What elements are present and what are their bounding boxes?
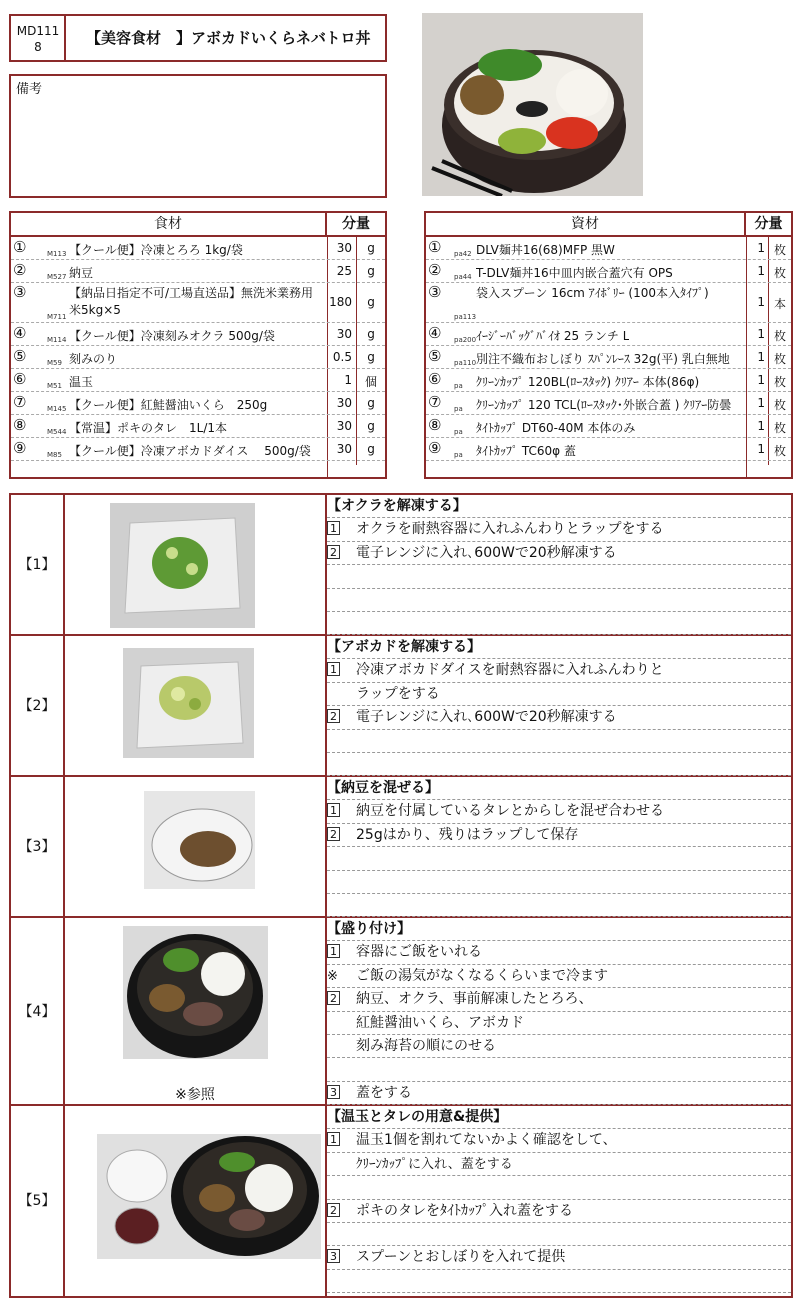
step-line [327, 1153, 791, 1176]
ingredients-row-qty: 1 [344, 372, 352, 387]
step-line-marker: 1 [327, 944, 340, 958]
ingredients-row-name: 【クール便】冷凍アボカドダイス 500g/袋 [69, 444, 311, 458]
step-line [327, 753, 791, 776]
ingredients-col-qty: 分量 [342, 216, 370, 232]
step-line [327, 824, 791, 847]
materials-row-code: pa110 [454, 359, 477, 367]
step-line [327, 1082, 791, 1105]
ingredients-row-name: 【クール便】紅鮭醤油いくら 250g [69, 398, 268, 412]
step-line [327, 706, 791, 729]
materials-row-name: ｸﾘｰﾝｶｯﾌﾟ 120BL(ﾛｰｽﾀｯｸ) ｸﾘｱｰ 本体(86φ) [476, 375, 700, 389]
step-photo [123, 926, 268, 1059]
materials-row [426, 323, 791, 346]
step-line-marker: 3 [327, 1249, 340, 1263]
materials-row-qty: 1 [757, 395, 765, 410]
materials-row-unit: 枚 [773, 397, 786, 412]
step-line [327, 565, 791, 588]
step-line [327, 1176, 791, 1199]
ingredients-row-code: M114 [47, 336, 67, 344]
step-line-marker: 1 [327, 803, 340, 817]
ingredients-row-code: M59 [47, 359, 62, 367]
materials-row-code: pa [454, 382, 463, 390]
step-label: 【5】 [11, 1106, 65, 1296]
materials-row-qty: 1 [757, 418, 765, 433]
materials-row-unit: 枚 [773, 420, 786, 435]
step-line-text: 電子レンジに入れ､600Wで20秒解凍する [356, 709, 617, 726]
step-line [327, 894, 791, 917]
step-line [327, 612, 791, 635]
ingredients-row-name: 【クール便】冷凍とろろ 1kg/袋 [69, 243, 243, 257]
materials-row-code: pa [454, 405, 463, 413]
ingredients-row-name: 温玉 [69, 375, 94, 389]
ingredients-row-unit: g [367, 395, 375, 410]
step-line-text: 冷凍アボカドダイスを耐熱容器に入れふんわりと [356, 662, 664, 679]
step-title: 【温玉とタレの用意&提供】 [327, 1106, 791, 1129]
step-block [11, 636, 791, 777]
materials-row-unit: 本 [773, 297, 786, 311]
step-line [327, 589, 791, 612]
materials-row-unit: 枚 [773, 374, 786, 389]
materials-row-name: ﾀｲﾄｶｯﾌﾟ TC60φ 蓋 [476, 444, 576, 458]
notes-label: 備考 [16, 82, 43, 97]
ingredients-row-qty: 30 [336, 326, 352, 341]
step-line [327, 1012, 791, 1035]
step-line-text: ご飯の湯気がなくなるくらいまで冷ます [356, 967, 608, 984]
step-block [11, 777, 791, 918]
step-block [11, 918, 791, 1106]
materials-row-number: ② [428, 261, 442, 279]
step-line-text: 25gはかり、残りはラップして保存 [356, 826, 579, 843]
step-instructions [327, 495, 791, 636]
ingredients-row-unit: 個 [364, 374, 377, 389]
materials-row-qty: 1 [757, 326, 765, 341]
step-photo-cell [65, 636, 327, 777]
step-photo [123, 648, 254, 758]
materials-row [426, 346, 791, 369]
ingredients-row-name: 納豆 [69, 266, 94, 280]
materials-row-number: ⑥ [428, 370, 442, 388]
ingredients-row [11, 283, 385, 323]
materials-col-qty: 分量 [754, 216, 783, 232]
ingredients-row-number: ① [13, 238, 27, 256]
ingredients-row-number: ② [13, 261, 27, 279]
ingredients-row [11, 392, 385, 415]
materials-row-code: pa [454, 428, 463, 436]
ingredients-row-unit: g [367, 263, 375, 278]
step-photo [97, 1134, 321, 1259]
ingredients-table [9, 211, 387, 479]
ingredients-row-unit: g [367, 441, 375, 456]
materials-row [426, 392, 791, 415]
step-block [11, 1106, 791, 1296]
step-title: 【オクラを解凍する】 [327, 495, 791, 518]
materials-row-unit: 枚 [773, 265, 786, 280]
step-line-marker: ※ [327, 968, 338, 984]
ingredients-row-number: ③ [13, 283, 27, 301]
materials-table [424, 211, 793, 479]
ingredients-row-unit: g [367, 326, 375, 341]
materials-row-code: pa42 [454, 250, 472, 258]
ingredients-row-code: M51 [47, 382, 62, 390]
materials-row-number: ③ [428, 283, 442, 301]
ingredients-header-row [11, 213, 385, 237]
step-line-text: 蓋をする [356, 1084, 412, 1101]
step-line-text: スプーンとおしぼりを入れて提供 [356, 1249, 566, 1266]
step-line-marker: 1 [327, 1132, 340, 1146]
materials-row-code: pa113 [454, 313, 477, 321]
step-line-text: ラップをする [356, 685, 440, 702]
materials-row-name: 袋入スプーン 16cm ｱｲﾎﾞﾘｰ (100本入ﾀｲﾌﾟ) [476, 286, 709, 300]
step-instructions [327, 918, 791, 1106]
step-line-text: ポキのタレをﾀｲﾄｶｯﾌﾟ入れ蓋をする [356, 1202, 573, 1219]
step-line-text: 容器にご飯をいれる [356, 944, 482, 961]
step-label: 【4】 [11, 918, 65, 1106]
step-line-marker: 2 [327, 545, 340, 559]
materials-col-name: 資材 [426, 213, 746, 235]
step-line [327, 1200, 791, 1223]
materials-row [426, 260, 791, 283]
ingredients-row-code: M527 [47, 273, 67, 281]
product-code-box [9, 14, 65, 62]
step-label: 【2】 [11, 636, 65, 777]
step-photo-cell [65, 495, 327, 636]
ingredients-row-code: M113 [47, 250, 67, 258]
step-line-marker: 1 [327, 521, 340, 535]
step-photo-cell [65, 777, 327, 918]
ingredients-col-name: 食材 [11, 213, 327, 235]
step-line [327, 1270, 791, 1293]
materials-row [426, 438, 791, 461]
step-photo-cell [65, 1106, 327, 1296]
step-line-marker: 1 [327, 662, 340, 676]
ingredients-row-qty: 30 [336, 441, 352, 456]
materials-row [426, 237, 791, 260]
materials-row-number: ⑤ [428, 347, 442, 365]
ingredients-row-number: ⑧ [13, 416, 27, 434]
materials-row [426, 415, 791, 438]
step-line-text: 納豆を付属しているタレとからしを混ぜ合わせる [356, 803, 664, 820]
materials-row-unit: 枚 [773, 242, 786, 257]
ingredients-row-unit: g [367, 349, 375, 364]
ingredients-row-code: M85 [47, 451, 62, 459]
materials-row-qty: 1 [757, 349, 765, 364]
ingredients-row-name: 【常温】ポキのタレ 1L/1本 [69, 421, 227, 435]
step-line [327, 965, 791, 988]
ingredients-row-unit: g [367, 418, 375, 433]
materials-row-name: ｸﾘｰﾝｶｯﾌﾟ 120 TCL(ﾛｰｽﾀｯｸ･外嵌合蓋 ) ｸﾘｱｰ防曇 [476, 398, 732, 412]
ingredients-row [11, 415, 385, 438]
ingredients-row-number: ④ [13, 324, 27, 342]
ingredients-row-code: M544 [47, 428, 67, 436]
step-photo [144, 791, 255, 889]
step-title: 【盛り付け】 [327, 918, 791, 941]
ingredients-row-unit: g [367, 295, 375, 309]
step-line-marker: 2 [327, 1203, 340, 1217]
ingredients-row-qty: 0.5 [332, 349, 352, 364]
title-box [64, 14, 387, 62]
ingredients-row-name: 【納品日指定不可/工場直送品】無洗米業務用米5kg×5 [69, 286, 314, 317]
step-block [11, 495, 791, 636]
step-line [327, 1223, 791, 1246]
step-line [327, 871, 791, 894]
ingredients-row-qty: 25 [336, 263, 352, 278]
materials-row-code: pa200 [454, 336, 477, 344]
materials-header-row [426, 213, 791, 237]
ingredients-row-code: M711 [47, 313, 67, 321]
step-line [327, 730, 791, 753]
ingredients-row-name: 【クール便】冷凍刻みオクラ 500g/袋 [69, 329, 275, 343]
step-line-text: 納豆、オクラ、事前解凍したとろろ、 [356, 991, 593, 1008]
step-instructions [327, 1106, 791, 1296]
ingredients-row [11, 369, 385, 392]
ingredients-row [11, 237, 385, 260]
step-title: 【納豆を混ぜる】 [327, 777, 791, 800]
recipe-title: 【美容食材 】アボカドいくらネバトロ丼 [86, 29, 371, 47]
materials-row-name: ﾀｲﾄｶｯﾌﾟ DT60-40M 本体のみ [476, 421, 636, 435]
step-line [327, 542, 791, 565]
notes-box[interactable] [9, 74, 387, 198]
step-title: 【アボカドを解凍する】 [327, 636, 791, 659]
step-line [327, 800, 791, 823]
step-line-marker: 2 [327, 827, 340, 841]
step-line [327, 1246, 791, 1269]
ingredients-row-number: ⑨ [13, 439, 27, 457]
step-line [327, 1129, 791, 1152]
ingredients-row-qty: 30 [336, 395, 352, 410]
step-line [327, 847, 791, 870]
ingredients-row [11, 323, 385, 346]
step-line-text: 刻み海苔の順にのせる [356, 1038, 496, 1054]
materials-row-number: ⑨ [428, 439, 442, 457]
materials-row-number: ⑧ [428, 416, 442, 434]
materials-row-name: 別注不織布おしぼり ｽﾊﾟﾝﾚｰｽ 32g(平) 乳白無地 [476, 352, 730, 366]
step-instructions [327, 777, 791, 918]
step-line-text: オクラを耐熱容器に入れふんわりとラップをする [356, 521, 664, 538]
materials-row-name: DLV麺丼16(68)MFP 黒W [476, 243, 615, 257]
materials-row-unit: 枚 [773, 351, 786, 366]
materials-row-number: ④ [428, 324, 442, 342]
step-line [327, 659, 791, 682]
materials-row-number: ⑦ [428, 393, 442, 411]
dish-photo [422, 13, 643, 196]
step-line-marker: 2 [327, 991, 340, 1005]
materials-row-code: pa [454, 451, 463, 459]
step-photo [110, 503, 255, 628]
materials-row-code: pa44 [454, 273, 472, 281]
ingredients-row-code: M145 [47, 405, 67, 413]
ingredients-row-name: 刻みのり [69, 352, 118, 366]
step-line-text: 紅鮭醤油いくら、アボカド [356, 1014, 524, 1031]
ingredients-row-number: ⑦ [13, 393, 27, 411]
materials-row-qty: 1 [757, 441, 765, 456]
ingredients-row [11, 438, 385, 461]
step-line [327, 988, 791, 1011]
ingredients-row-unit: g [367, 240, 375, 255]
step-label: 【1】 [11, 495, 65, 636]
ingredients-row-number: ⑤ [13, 347, 27, 365]
step-line-marker: 2 [327, 709, 340, 723]
ingredients-row-number: ⑥ [13, 370, 27, 388]
step-label: 【3】 [11, 777, 65, 918]
step-photo-caption: ※参照 [175, 1087, 215, 1103]
product-code: MD111 8 [16, 24, 60, 54]
step-line [327, 941, 791, 964]
materials-row-qty: 1 [757, 295, 765, 309]
ingredients-row-qty: 180 [329, 295, 352, 309]
step-line-text: 電子レンジに入れ､600Wで20秒解凍する [356, 544, 617, 561]
step-line [327, 1035, 791, 1058]
materials-row [426, 283, 791, 323]
step-line-marker: 3 [327, 1085, 340, 1099]
step-line [327, 518, 791, 541]
step-photo-cell [65, 918, 327, 1106]
step-instructions [327, 636, 791, 777]
ingredients-row [11, 260, 385, 283]
materials-row-qty: 1 [757, 263, 765, 278]
materials-row [426, 369, 791, 392]
step-line-text: ｸﾘｰﾝｶｯﾌﾟに入れ、蓋をする [356, 1156, 513, 1172]
materials-row-name: T-DLV麺丼16中皿内嵌合蓋穴有 OPS [476, 266, 673, 280]
materials-row-qty: 1 [757, 372, 765, 387]
materials-row-unit: 枚 [773, 443, 786, 458]
step-line [327, 1058, 791, 1081]
materials-row-unit: 枚 [773, 328, 786, 343]
step-line [327, 683, 791, 706]
steps-table [9, 493, 793, 1298]
materials-row-number: ① [428, 238, 442, 256]
materials-row-name: ｲｰｼﾞｰﾊﾞｯｸﾞﾊﾞｲｵ 25 ランチ L [476, 329, 630, 343]
ingredients-row [11, 346, 385, 369]
ingredients-row-qty: 30 [336, 418, 352, 433]
ingredients-row-qty: 30 [336, 240, 352, 255]
materials-row-qty: 1 [757, 240, 765, 255]
step-line-text: 温玉1個を割れてないかよく確認をして、 [356, 1132, 617, 1149]
